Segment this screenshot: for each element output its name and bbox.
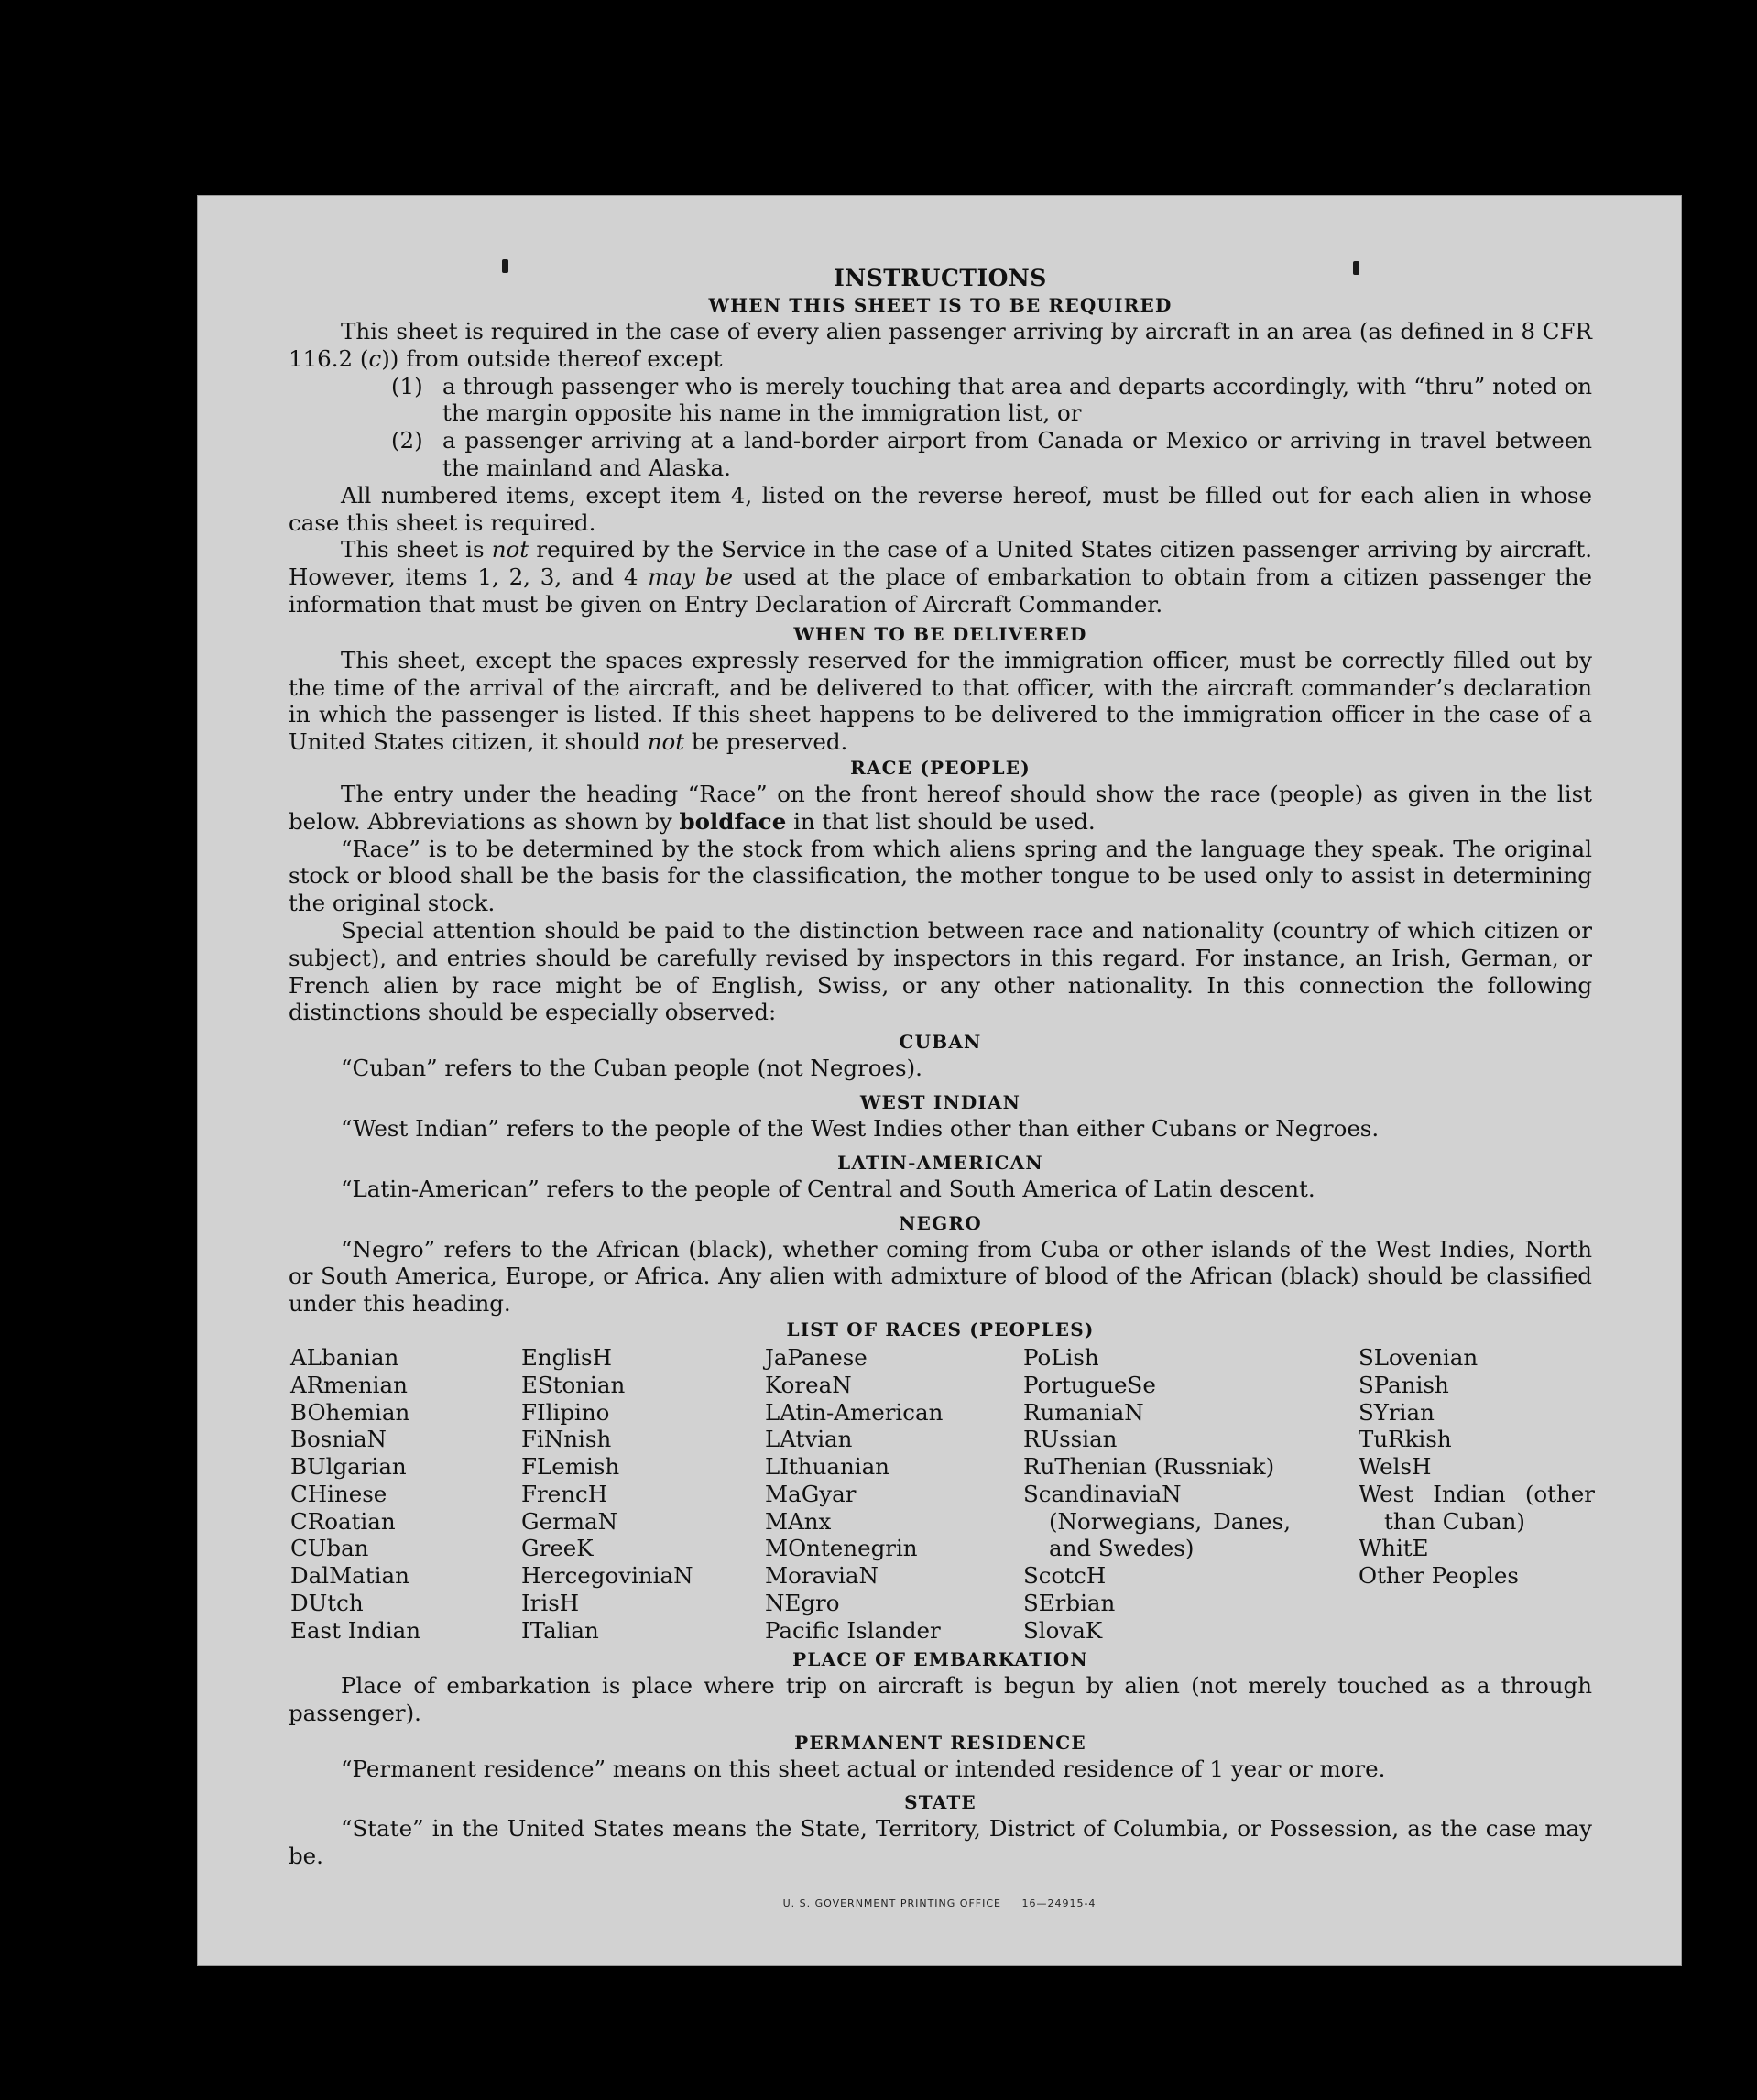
race-item: MaGyar [765,1480,857,1507]
paragraph-cuban: “Cuban” refers to the Cuban people (not Negroes). [341,1055,922,1082]
race-item: ScandinaviaN (Norwegians, Danes, and Swedes) [1023,1480,1291,1562]
race-item: JaPanese [765,1343,868,1371]
race-list [289,1343,1595,1645]
race-item: MoraviaN [765,1562,878,1590]
race-item: WhitE [1359,1535,1429,1562]
race-item: KoreaN [765,1371,852,1398]
exception-item-2: (2) a passenger arriving at a land-border airport from Canada or Mexico or arriving in travel between the mainland and Alaska. [391,427,1592,481]
race-item: HercegoviniaN [521,1562,693,1590]
race-item: FIlipino [521,1398,610,1426]
heading-list-of-races: LIST OF RACES (PEOPLES) [786,1318,1095,1340]
race-item: CHinese [290,1480,387,1507]
heading-latin-american: LATIN-AMERICAN [837,1151,1043,1174]
race-item: DUtch [290,1590,364,1617]
race-item: DalMatian [290,1562,409,1590]
heading-residence: PERMANENT RESIDENCE [794,1731,1086,1754]
race-item: SErbian [1023,1590,1116,1617]
race-item: EnglisH [521,1343,612,1371]
race-column-4 [1023,1344,1291,1645]
paragraph-embarkation: Place of embarkation is place where trip on aircraft is begun by alien (not merely touched as a through passenger). [289,1671,1592,1726]
heading-when-delivered: WHEN TO BE DELIVERED [793,622,1087,645]
race-item: ScotcH [1023,1562,1107,1590]
paragraph-race-entry: The entry under the heading “Race” on the front hereof should show the race (people) as given in the list below. Abbreviations as shown by boldface in that list should be used. [289,780,1592,835]
paragraph-numbered-items: All numbered items, except item 4, listed on the reverse hereof, must be filled out for each alien in whose case this sheet is required. [289,481,1592,536]
race-item: BosniaN [290,1426,387,1453]
race-item: RuThenian (Russniak) [1023,1453,1275,1481]
paragraph-citizen: This sheet is not required by the Service in the case of a United States citizen passenger arriving by aircraft. However, items 1, 2, 3, and 4 may be used at the place of embarkation to obtain from a citizen passenger the information that must be given on Entry Declaration of Aircraft Commander. [289,536,1592,618]
race-item: FrencH [521,1480,608,1507]
race-column-1 [290,1344,420,1645]
race-item: BUlgarian [290,1453,407,1481]
race-item: TuRkish [1359,1426,1452,1453]
race-item: MOntenegrin [765,1535,918,1562]
instructions-content [289,264,1595,1870]
paragraph-race-definition: “Race” is to be determined by the stock from which aliens spring and the language they speak. The original stock or blood shall be the basis for the classification, the mother tongue to be used only to assist in determining the original stock. [289,835,1592,917]
printing-office-footer: U. S. GOVERNMENT PRINTING OFFICE 16—24915-4 [782,1898,1097,1909]
race-column-3 [765,1344,943,1645]
race-item: NEgro [765,1590,840,1617]
heading-west-indian: WEST INDIAN [859,1090,1021,1113]
race-item: PoLish [1023,1343,1099,1371]
race-item: ARmenian [290,1371,408,1398]
race-item: Other Peoples [1359,1562,1519,1590]
race-item: LIthuanian [765,1453,889,1481]
race-item: West Indian (other than Cuban) [1359,1480,1595,1535]
race-item: SLovenian [1359,1343,1479,1371]
race-column-5 [1359,1344,1595,1590]
race-item: BOhemian [290,1398,410,1426]
paragraph-required: This sheet is required in the case of every alien passenger arriving by aircraft in an area (as defined in 8 CFR 116.2 (c)) from outside thereof except [289,318,1592,372]
heading-cuban: CUBAN [899,1031,982,1054]
instruction-sheet [197,195,1682,1966]
race-item: RUssian [1023,1426,1118,1453]
heading-race: RACE (PEOPLE) [850,756,1031,779]
race-item: FLemish [521,1453,620,1481]
race-item: CUban [290,1535,369,1562]
exception-item-1: (1) a through passenger who is merely touching that area and departs accordingly, with “thru” noted on the margin opposite his name in the immigration list, or [391,372,1592,427]
race-item: CRoatian [290,1507,396,1535]
paragraph-residence: “Permanent residence” means on this sheet actual or intended residence of 1 year or more. [341,1755,1386,1782]
race-item: SPanish [1359,1371,1449,1398]
page-title: INSTRUCTIONS [834,265,1047,291]
race-item: LAtvian [765,1426,853,1453]
race-item: EStonian [521,1371,626,1398]
race-column-2 [521,1344,693,1645]
race-item: LAtin-American [765,1398,944,1426]
race-item: WelsH [1359,1453,1432,1481]
race-item: IrisH [521,1590,580,1617]
race-item: Pacific Islander [765,1616,941,1644]
paragraph-delivered: This sheet, except the spaces expressly reserved for the immigration officer, must be correctly filled out by the time of the arrival of the aircraft, and be delivered to that officer, with the aircraft commander’s declaration in which the passenger is listed. If this sheet happens to be delivered to the immigration officer in the case of a United States citizen, it should not be preserved. [289,646,1592,756]
paragraph-negro: “Negro” refers to the African (black), whether coming from Cuba or other islands of the West Indies, North or South America, Europe, or Africa. Any alien with admixture of blood of the African (black) should be classified under this heading. [289,1235,1592,1318]
race-item: SYrian [1359,1398,1435,1426]
heading-embarkation: PLACE OF EMBARKATION [792,1647,1088,1670]
heading-when-required: WHEN THIS SHEET IS TO BE REQUIRED [708,294,1173,316]
race-item: ITalian [521,1616,599,1644]
heading-negro: NEGRO [899,1211,982,1234]
race-item: FiNnish [521,1426,612,1453]
race-item: RumaniaN [1023,1398,1144,1426]
race-item: GermaN [521,1507,618,1535]
paragraph-race-nationality: Special attention should be paid to the distinction between race and nationality (country of which citizen or subject), and entries should be carefully revised by inspectors in this regard. For instance, an Irish, German, or French alien by race might be of English, Swiss, or any other nationality. In this connection the following distinctions should be especially observed: [289,916,1592,1026]
race-item: MAnx [765,1507,832,1535]
paragraph-latin-american: “Latin-American” refers to the people of Central and South America of Latin descent. [341,1175,1315,1202]
heading-state: STATE [904,1791,977,1814]
paragraph-west-indian: “West Indian” refers to the people of the West Indies other than either Cubans or Negroes. [341,1114,1380,1142]
race-item: PortugueSe [1023,1371,1156,1398]
race-item: GreeK [521,1535,594,1562]
paragraph-state: “State” in the United States means the State, Territory, District of Columbia, or Possession, as the case may be. [289,1815,1592,1870]
race-item: East Indian [290,1616,421,1644]
race-item: SlovaK [1023,1616,1103,1644]
race-item: ALbanian [290,1343,399,1371]
